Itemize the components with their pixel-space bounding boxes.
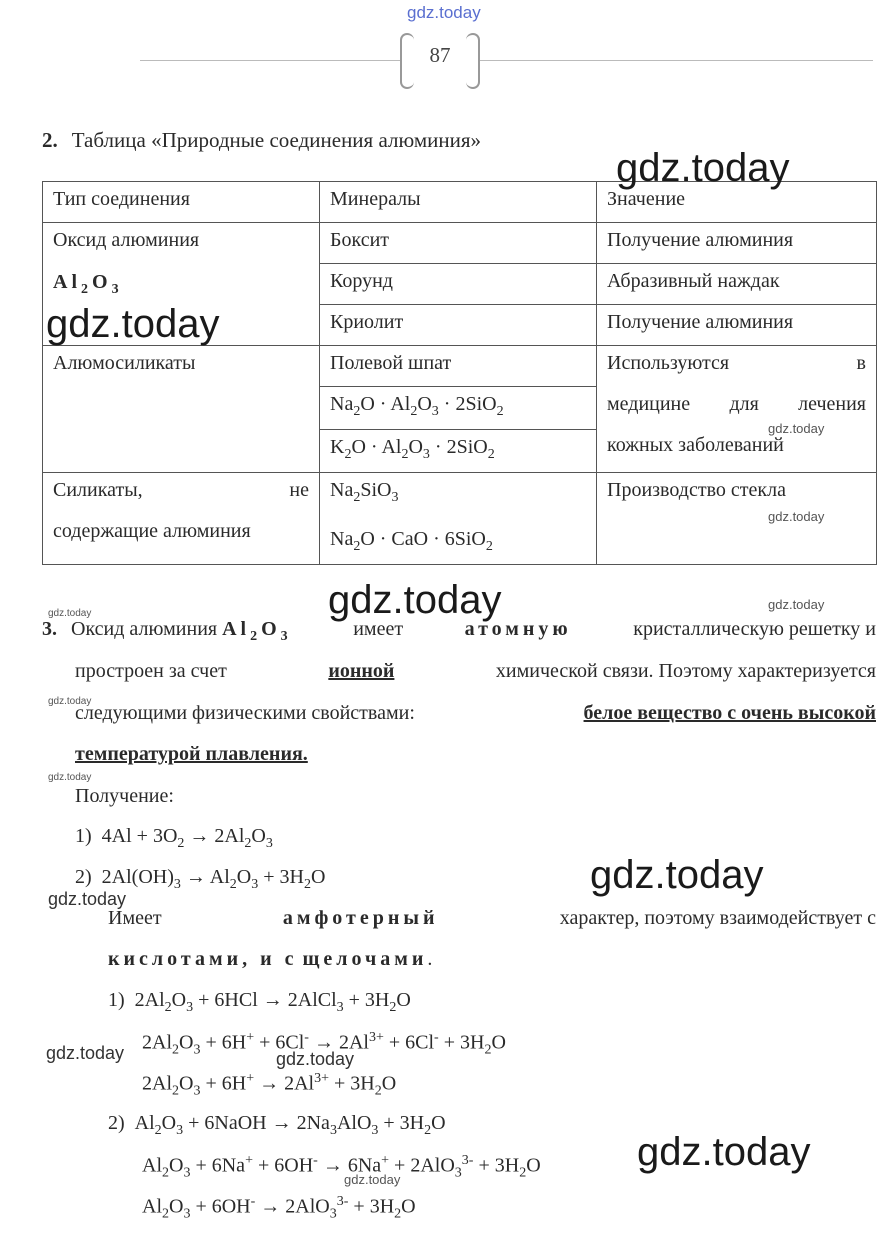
watermark-big: gdz.today: [328, 578, 502, 622]
watermark-small: gdz.today: [768, 509, 825, 524]
cell-formula-2: $K_2O \cdot Al_2O_3 \cdot 2SiO_2$: [320, 430, 597, 473]
cell-alumosilicate-use: [597, 346, 877, 473]
section-2-title: [42, 128, 481, 153]
cell-silicate-formulas: [320, 473, 597, 565]
s3-text: химической связи. Поэтому характеризуется: [495, 660, 876, 682]
table-row: [43, 346, 877, 387]
character-word: амфотерный: [282, 907, 439, 929]
header-watermark: gdz.today: [407, 3, 481, 22]
use-line-1: [607, 346, 866, 380]
table-row: [43, 473, 877, 565]
cell-formula-1: $Na_2O \cdot Al_2O_3 \cdot 2SiO_2$: [320, 387, 597, 430]
silicates-word: не: [289, 479, 309, 501]
s3-text: Имеет: [108, 907, 162, 929]
silicate-formula-2: $Na_2O$ · CaO · 6SiO$_2$: [330, 528, 493, 554]
s3-text: кристаллическую решетку и: [633, 618, 876, 640]
cell-cryolite: Криолит: [320, 305, 597, 346]
s3-text: Оксид алюминия: [71, 618, 218, 640]
silicates-line-2: содержащие алюминия: [53, 520, 251, 542]
watermark-small: gdz.today: [48, 608, 92, 619]
watermark-small: gdz.today: [768, 597, 825, 612]
s3-text: характер, поэтому взаимодействует с: [559, 907, 876, 929]
cell-feldspar: Полевой шпат: [320, 346, 597, 387]
properties-2: температурой плавления.: [75, 743, 308, 765]
alkali-reaction-molecular: 2) $Al_2O_3$ + 6NaOH → $2Na_3AlO_3 + 3H_2O$: [108, 1112, 446, 1138]
cell-bauxite: Боксит: [320, 223, 597, 264]
table-row: [43, 223, 877, 264]
use-word: в: [856, 352, 866, 374]
s3-formula: $Al_2O_3$: [222, 618, 292, 644]
page-number: 87: [429, 43, 451, 67]
acid-reaction-short-ionic: $2Al_2O_3 + 6H^+ \to 2Al^{3+} + 3H_2O$: [142, 1071, 397, 1099]
watermark-small: gdz.today: [48, 772, 92, 783]
silicates-word: Силикаты,: [53, 479, 143, 501]
watermark-small: gdz.today: [768, 421, 825, 436]
cell-corundum-use: Абразивный наждак: [597, 264, 877, 305]
alkali-reaction-full-ionic: $Al_2O_3 + 6Na^+ + 6OH^- \to 6Na^+ + 2AlO_3^{3-} + 3H_2O$: [142, 1153, 541, 1181]
use-word: лечения: [798, 393, 866, 415]
use-word: для: [729, 393, 759, 415]
page-number-box: [400, 33, 480, 85]
watermark-small: gdz.today: [344, 1172, 401, 1187]
obtaining-reaction-2: 2) $2Al(OH)_3 \to Al_2O_3 + 3H_2O$: [75, 866, 326, 892]
s3-line-3: [75, 702, 876, 725]
aluminium-compounds-table: [42, 181, 877, 565]
watermark-big: gdz.today: [616, 146, 790, 190]
oxide-type: Оксид алюминия: [53, 229, 200, 251]
header-type: Тип соединения: [43, 182, 320, 223]
watermark-big: gdz.today: [590, 853, 764, 897]
cell-alumosilicates: Алюмосиликаты: [43, 346, 320, 473]
watermark-big: gdz.today: [637, 1130, 811, 1174]
reacts-with-line: [108, 948, 432, 971]
character-line: [108, 907, 876, 930]
reaction-label: 1): [108, 989, 125, 1011]
s3-text: имеет: [353, 618, 404, 640]
s3-text: простроен за счет: [75, 660, 227, 682]
silicates-line-1: [53, 473, 309, 507]
bond-type: ионной: [328, 660, 395, 682]
acid-reaction-molecular: 1) $2Al_2O_3 + 6HCl$ → 2AlCl$_3$ + $3H_2O$: [108, 989, 411, 1015]
use-line-2: [607, 387, 866, 421]
cell-cryolite-use: Получение алюминия: [597, 305, 877, 346]
reaction-label: 2): [108, 1112, 125, 1134]
s3-line-2: [75, 660, 876, 683]
alkali-reaction-short-ionic: $Al_2O_3 + 6OH^- \to 2AlO_3^{3-} + 3H_2O$: [142, 1194, 416, 1222]
s3-text: .: [427, 948, 433, 970]
s3-text: , и с: [242, 948, 298, 970]
reaction-label: 2): [75, 866, 92, 888]
watermark-big: gdz.today: [46, 302, 220, 346]
cell-corundum: Корунд: [320, 264, 597, 305]
properties-1: белое вещество с очень высокой: [583, 702, 876, 724]
watermark-mid: gdz.today: [46, 1043, 125, 1063]
lattice-type: атомную: [464, 618, 572, 640]
acid-reaction-full-ionic: $2Al_2O_3 + 6H^+ + 6Cl^- \to 2Al^{3+} + 6Cl^- + 3H_2O$: [142, 1030, 506, 1058]
obtaining-reaction-1: 1) $4Al + 3O_2 \to 2Al_2O_3$: [75, 825, 273, 851]
silicate-formula-1: $Na_2SiO_3$: [330, 479, 399, 505]
watermark-small: gdz.today: [48, 696, 92, 707]
section-2-number: 2.: [42, 128, 58, 152]
cell-silicates: [43, 473, 320, 565]
s3-text: следующими физическими свойствами:: [75, 702, 415, 724]
cell-bauxite-use: Получение алюминия: [597, 223, 877, 264]
watermark-mid: gdz.today: [48, 889, 127, 909]
acids-word: кислотами: [108, 948, 243, 970]
header-minerals: Минералы: [320, 182, 597, 223]
section-2-title-text: Таблица «Природные соединения алюминия»: [71, 128, 482, 152]
obtaining-label: Получение:: [75, 785, 174, 807]
header-significance: Значение: [597, 182, 877, 223]
alkalis-word: щелочами: [302, 948, 428, 970]
use-line-3: кожных заболеваний: [607, 434, 784, 456]
watermark-mid: gdz.today: [276, 1049, 355, 1069]
header-rule-right: [478, 60, 873, 61]
header-rule-left: [140, 60, 402, 61]
section-3-number: 3.: [42, 618, 57, 640]
use-word: Используются: [607, 352, 730, 374]
use-word: медицине: [607, 393, 691, 415]
oxide-formula: $Al_2O_3$: [53, 271, 123, 297]
reaction-label: 1): [75, 825, 92, 847]
cell-silicates-use: Производство стекла: [597, 473, 877, 565]
